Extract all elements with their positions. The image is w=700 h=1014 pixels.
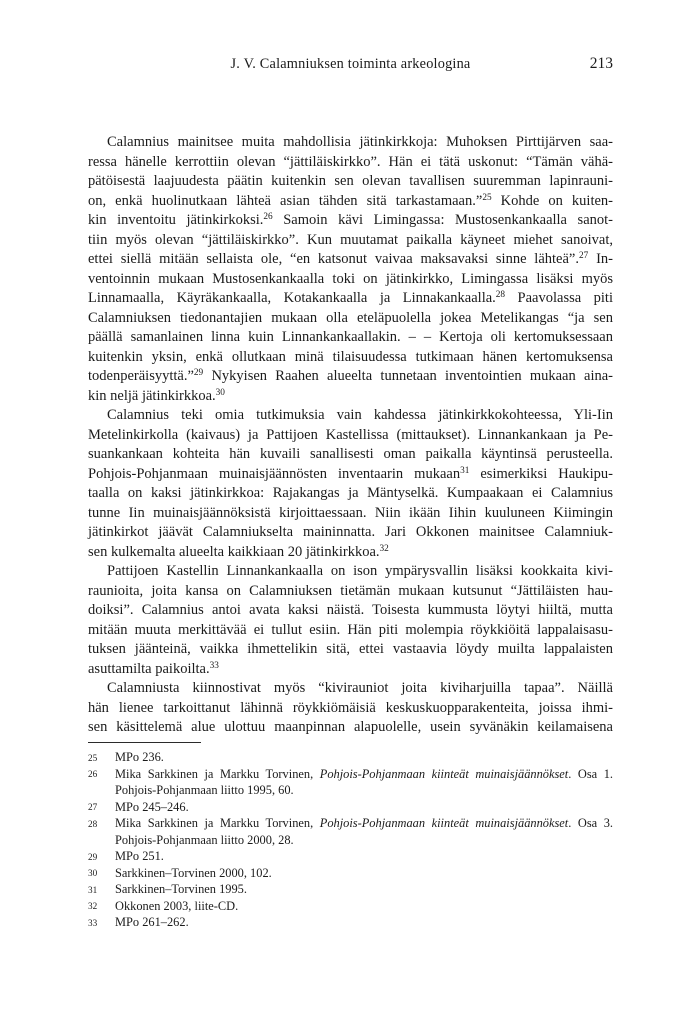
footnote bbox=[88, 766, 613, 799]
footnote-number: 25 bbox=[88, 752, 98, 763]
footnote bbox=[88, 898, 613, 915]
footnote-line: MPo 261–262. bbox=[115, 915, 189, 929]
footnote-list bbox=[88, 749, 613, 931]
body-line: sen kulkemalta alueelta kaikkiaan 20 jätinkirkkoa.$^{32}$ bbox=[88, 543, 389, 560]
footnote-text bbox=[115, 914, 613, 931]
footnote-line: Pohjois-Pohjanmaan liitto 2000, 28. bbox=[115, 832, 294, 847]
footnote-text bbox=[115, 766, 613, 799]
body-line: Calamniusta kiinnostivat myös “kivirauniot joita kiviharjuilla tapaa”. Näillä bbox=[107, 680, 613, 696]
footnote-text bbox=[115, 865, 613, 882]
footnote-number: 26 bbox=[88, 769, 98, 779]
footnote-text bbox=[115, 799, 613, 816]
body-line: taalla on kaksi jätinkirkkoa: Rajakangas ja Mäntyselkä. Kumpaakaan ei Calamnius bbox=[88, 485, 613, 501]
footnote-ref: 26 bbox=[263, 212, 273, 223]
footnote-ref: 31 bbox=[460, 465, 470, 476]
body-line: asuttamilta paikoilta.$^{33}$ bbox=[88, 660, 219, 677]
footnote-number: 28 bbox=[88, 818, 98, 829]
footnote bbox=[88, 815, 613, 848]
body-line: ressa hänelle kerrottiin olevan “jättiläiskirkko”. Hän ei tätä uskonut: “Tämän vähä- bbox=[88, 153, 613, 170]
footnote-line: MPo 236. bbox=[115, 750, 164, 764]
paragraph bbox=[88, 562, 613, 679]
body-line: doiksi”. Calamnius antoi avata kaksi näistä. Toisesta kummusta löytyi hiiltä, mutta bbox=[88, 602, 613, 618]
footnote-number: 32 bbox=[88, 901, 98, 911]
body-line: mitään muuta merkittävää ei tullut esiin. Hän piti molempia röykkiöitä lappalaisasu- bbox=[88, 621, 613, 638]
footnote bbox=[88, 881, 613, 898]
footnote-line: Sarkkinen–Torvinen 1995. bbox=[115, 882, 247, 896]
body-line: raunioita, joita kansa on Calamniuksen tietämän mukaan kutsunut “Jättiläisten hau- bbox=[88, 582, 613, 599]
footnote-number: 29 bbox=[88, 851, 98, 862]
footnote-ref: 33 bbox=[209, 660, 219, 671]
body-text bbox=[88, 133, 613, 738]
page-header bbox=[88, 56, 613, 76]
footnote-number: 27 bbox=[88, 802, 98, 812]
running-title: J. V. Calamniuksen toiminta arkeologina bbox=[230, 56, 471, 72]
body-line: kuitenkin yksin, enkä ollutkaan minä tilaisuudessa tutkimaan hänen kertomuksensa bbox=[88, 348, 613, 365]
body-line: Calamnius teki omia tutkimuksia vain kahdessa jätinkirkkokohteessa, Yli-Iin bbox=[107, 407, 613, 423]
footnote-text bbox=[115, 749, 613, 766]
footnote-number: 30 bbox=[88, 868, 98, 878]
body-line: jätinkirkot jäävät Calamniukselta maininnatta. Jari Okkonen mainitsee Calamniuk- bbox=[88, 524, 613, 540]
footnote-line: Pohjois-Pohjanmaan liitto 1995, 60. bbox=[115, 783, 294, 797]
footnote-line: MPo 251. bbox=[115, 849, 164, 863]
body-line: ventoinnin mukaan Mustosenkankaalla toki on jätinkirkko, Limingassa lisäksi myös bbox=[88, 270, 613, 287]
footnote bbox=[88, 799, 613, 816]
footnote bbox=[88, 848, 613, 865]
footnote-ref: 27 bbox=[579, 251, 589, 262]
footnote-separator bbox=[88, 742, 201, 743]
footnote-ref: 30 bbox=[215, 387, 225, 398]
body-line: Pohjois-Pohjanmaan muinaisjäännösten inventaarin mukaan$^{31}$ esimerkiksi Haukipu- bbox=[88, 465, 613, 482]
paragraph bbox=[88, 679, 613, 738]
footnote-line: Mika Sarkkinen ja Markku Torvinen, Pohjois-Pohjanmaan kiinteät muinaisjäännökset. Osa 3. bbox=[115, 816, 614, 830]
body-line: sen käsittelemä alue ulottuu maanpinnan alapuolelle, usein syvänäkin keilamaisena bbox=[88, 719, 613, 735]
body-line: tiin myös olevan “jättiläiskirkko”. Kun muutamat paikalla käyneet miehet sanoivat, bbox=[88, 231, 613, 248]
body-line: Linnamaalla, Käyräkankaalla, Kotakankaalla ja Linnakankaalla.$^{28}$ Paavolassa piti bbox=[88, 290, 613, 306]
footnote bbox=[88, 865, 613, 882]
body-line: kin inventoitu jätinkirkoksi.$^{26}$ Samoin kävi Limingassa: Mustosenkankaalla sanot- bbox=[88, 212, 613, 228]
footnote bbox=[88, 914, 613, 931]
body-line: suankankaan kohteita hän kuvaili sanallisesti oman paikalla käyntinsä perusteella. bbox=[88, 446, 613, 462]
body-line: Pattijoen Kastellin Linnankankaalla on ison ympärysvallin lisäksi kookkaita kivi- bbox=[107, 563, 613, 579]
body-line: todenperäisyyttä.”$^{29}$ Nykyisen Raahen alueelta tunnetaan inventointien mukaan aina- bbox=[88, 368, 613, 384]
footnotes bbox=[88, 742, 613, 931]
body-line: Calamnius mainitsee muita mahdollisia jätinkirkkoja: Muhoksen Pirttijärven saa- bbox=[107, 134, 613, 150]
footnote bbox=[88, 749, 613, 766]
footnote-ref: 28 bbox=[495, 290, 506, 301]
footnote-ref: 29 bbox=[193, 368, 204, 379]
footnote-number: 33 bbox=[88, 917, 98, 928]
body-line: on, enkä huolinutkaan lähteä asian tähden sitä tarkastamaan.”$^{25}$ Kohde on kuiten- bbox=[88, 192, 613, 209]
body-line: kin neljä jätinkirkkoa.$^{30}$ bbox=[88, 387, 225, 404]
body-line: pätöisestä laajuudesta päätin kuitenkin sen olevan tavallisen suuremman lapinrauni- bbox=[88, 173, 613, 189]
footnote-text bbox=[115, 881, 613, 898]
footnote-line: Okkonen 2003, liite-CD. bbox=[115, 898, 239, 913]
footnote-ref: 25 bbox=[482, 192, 492, 203]
footnote-text bbox=[115, 848, 613, 865]
paragraph bbox=[88, 406, 613, 562]
body-line: Metelinkirkolla (kaivaus) ja Pattijoen Kastellissa (mittaukset). Linnankankaan ja Pe- bbox=[88, 426, 613, 443]
body-line: ettei siellä mitään sellaista ole, “en katsonut vaivaa maksavaksi sinne lähteä”.$^{27}$ In- bbox=[88, 251, 613, 267]
footnote-text bbox=[115, 898, 613, 915]
body-line: hän lienee tarkoittanut lähinnä röykkiömäisiä keskuskuopparakenteita, joissa ihmi- bbox=[88, 699, 613, 716]
footnote-text bbox=[115, 815, 613, 848]
body-line: päällä samanlainen linna kuin Linnankankaallakin. – – Kertoja oli kertomuksessaan bbox=[88, 329, 613, 345]
body-line: Calamniuksen tiedonantajien mukaan olla eteläpuolella jokea Metelikangas “ja sen bbox=[88, 309, 613, 326]
footnote-line: Sarkkinen–Torvinen 2000, 102. bbox=[115, 865, 272, 880]
footnote-number: 31 bbox=[88, 884, 98, 895]
footnote-line: Mika Sarkkinen ja Markku Torvinen, Pohjois-Pohjanmaan kiinteät muinaisjäännökset. Osa 1. bbox=[115, 766, 614, 781]
footnote-line: MPo 245–246. bbox=[115, 799, 189, 814]
page-number: 213 bbox=[589, 55, 613, 72]
body-line: tuksen jäänteinä, vaikka ihmettelikin sitä, ettei vastaavia löydy muilta lappalaisten bbox=[88, 641, 613, 657]
body-line: tunne Iin muinaisjäännöksistä kirjoittaessaan. Niin ikään Iihin kuuluneen Kiimingin bbox=[88, 504, 613, 521]
paragraph bbox=[88, 133, 613, 406]
footnote-ref: 32 bbox=[379, 543, 389, 554]
